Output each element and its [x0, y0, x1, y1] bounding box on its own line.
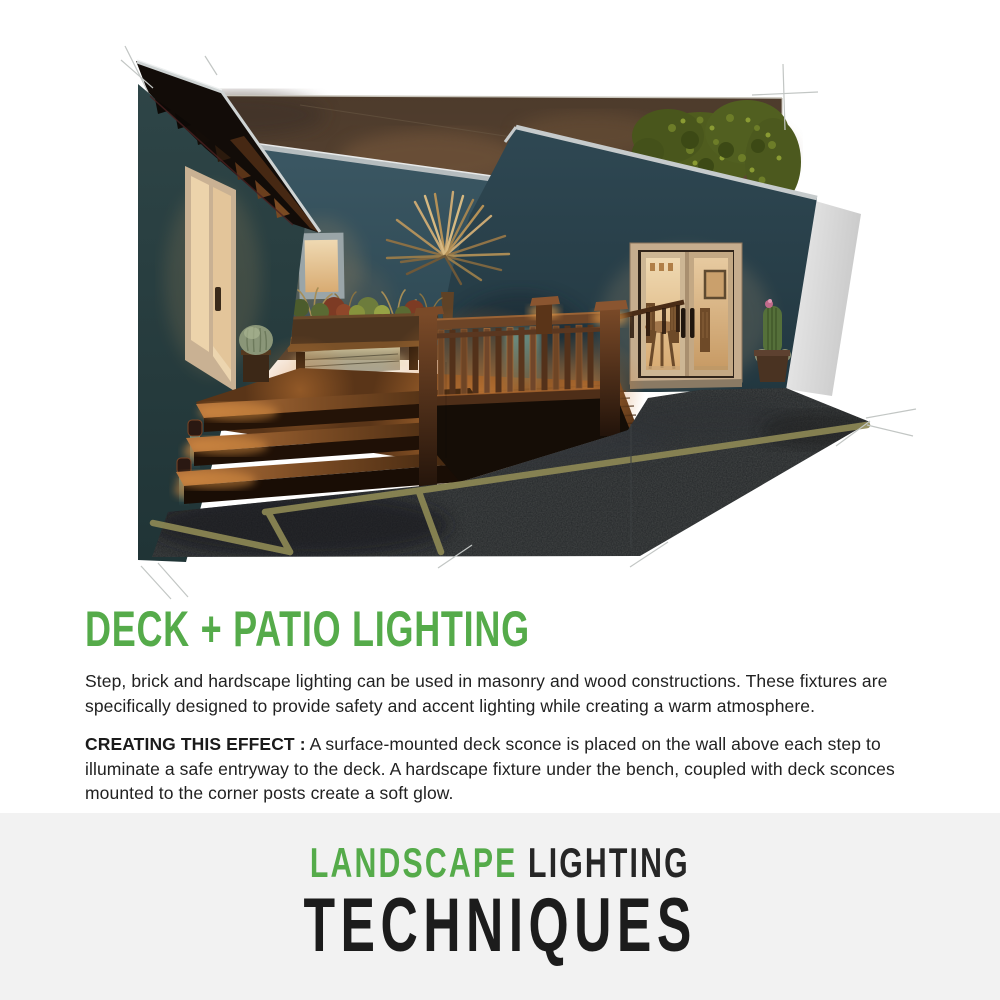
brand-line-2	[0, 883, 1000, 968]
effect-label: CREATING THIS EFFECT :	[85, 733, 306, 754]
framed-picture	[705, 271, 725, 298]
door-handle-left	[681, 308, 686, 338]
effect-paragraph	[85, 732, 947, 807]
small-lit-window	[298, 233, 344, 300]
intro-paragraph: Step, brick and hardscape lighting can be used in masonry and wood constructions. These fixtures are specifically designed to provide safety and accent lighting while creating a warm atmosphere.	[85, 671, 888, 716]
brand-word-landscape: LANDSCAPE	[310, 839, 518, 886]
tall-lit-window	[185, 166, 236, 392]
brand-word-techniques: TECHNIQUES	[303, 883, 697, 968]
footer-band	[0, 813, 1000, 1000]
page-title: DECK + PATIO LIGHTING	[85, 601, 530, 657]
door-handle-right	[690, 308, 695, 338]
brand-word-lighting: LIGHTING	[517, 839, 690, 886]
door-handle	[215, 287, 221, 311]
potted-cactus-left	[239, 325, 273, 382]
article	[85, 598, 947, 819]
brand-line-1	[0, 839, 1000, 886]
effect-text: A surface-mounted deck sconce is placed on the wall above each step to illuminate a safe entryway to the deck. A hardscape fixture under the bench, coupled with deck sconces mounted to the corner posts create a soft glow.	[85, 733, 895, 804]
